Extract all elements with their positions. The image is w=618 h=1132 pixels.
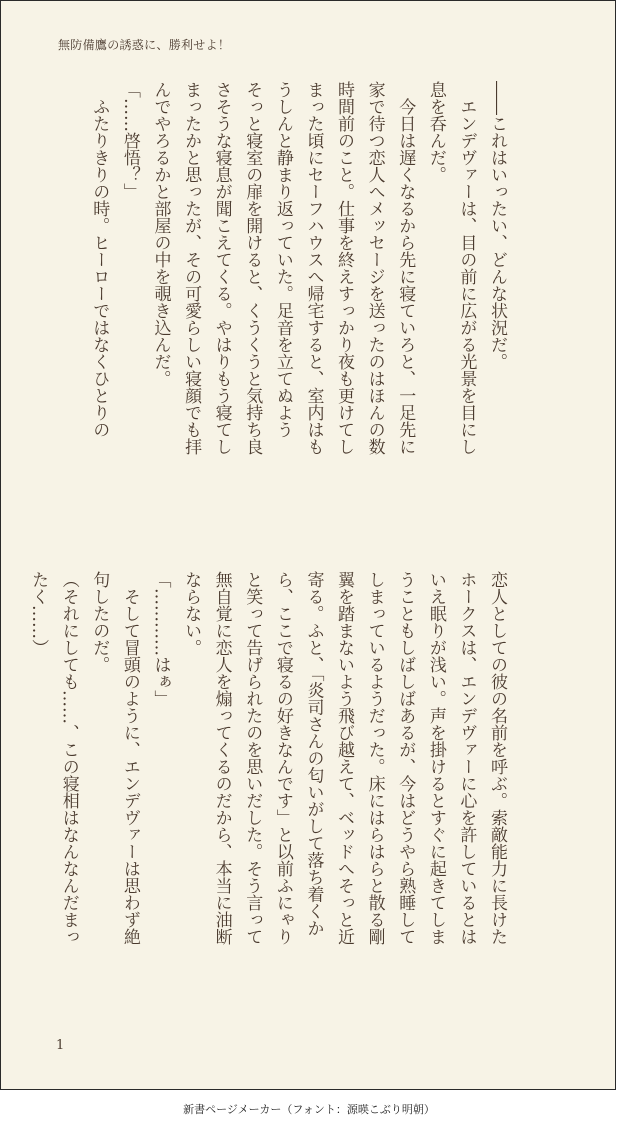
text-line: 恋人としての彼の名前を呼ぶ。索敵能力に長けた [487, 571, 507, 945]
text-line: うしんと静まり返っていた。足音を立てぬよう [272, 81, 293, 438]
text-line: さそうな寝息が聞こえてくる。やはりもう寝てし [211, 81, 232, 455]
text-line: （それにしても……、この寝相はなんなんだまっ [58, 571, 79, 945]
text-line: ふたりきりの時。ヒーローではなくひとりの [89, 81, 110, 438]
page-header-title: 無防備鷹の誘惑に、勝利せよ！ [58, 38, 231, 52]
text-line: 今日は遅くなるから先に寝ていろと、一足先に [395, 81, 416, 455]
text-line: まったかと思ったが、その可愛らしい寝顔でも拝 [181, 81, 202, 455]
text-line: ホークスは、エンデヴァーに心を許しているとは [456, 571, 477, 945]
text-column-top [56, 81, 512, 541]
text-line: ならない。 [181, 571, 202, 656]
page-number: 1 [56, 1038, 65, 1053]
text-column-bottom [28, 571, 512, 1031]
text-line: んでやろるかと部屋の中を覗き込んだ。 [150, 81, 171, 387]
text-line: そっと寝室の扉を開けると、くうくうと気持ち良 [242, 81, 263, 455]
text-line: たく……） [28, 571, 49, 656]
text-line: 「…………はぁ」 [150, 571, 171, 707]
text-line: 家で待つ恋人へメッセージを送ったのはほんの数 [364, 81, 385, 455]
text-line: 時間前のこと。仕事を終えすっかり夜も更けてし [334, 81, 355, 455]
text-line: いえ眠りが浅い。声を掛けるとすぐに起きてしま [425, 571, 446, 945]
text-line: 息を呑んだ。 [425, 81, 446, 183]
footer-credit: 新書ページメーカー（フォント：源暎こぶり明朝） [183, 1103, 435, 1116]
text-line: 「……啓悟？」 [119, 81, 140, 200]
text-line: そして冒頭のように、エンデヴァーは思わず絶 [119, 571, 140, 945]
text-line: しまっているようだった。床にはらはらと散る剛 [364, 571, 385, 945]
text-line: ら、ここで寝るの好きなんです」と以前ふにゃり [272, 571, 293, 945]
text-line: うこともしばしばあるが、今はどうやら熟睡して [395, 571, 416, 945]
text-line: エンデヴァーは、目の前に広がる光景を目にし [456, 81, 477, 455]
text-line: 翼を踏まないよう飛び越えて、ベッドへそっと近 [334, 571, 355, 945]
text-line: 無自覚に恋人を煽ってくるのだから、本当に油断 [211, 571, 232, 945]
text-line: 寄る。ふと、「炎司さんの匂いがして落ち着くか [303, 571, 324, 937]
text-line: まった頃にセーフハウスへ帰宅すると、室内はも [303, 81, 324, 455]
text-line: 句したのだ。 [89, 571, 110, 673]
text-line: ――これはいったい、どんな状況だ。 [487, 81, 507, 370]
text-line: と笑って告げられたのを思いだした。そう言って [242, 571, 263, 945]
